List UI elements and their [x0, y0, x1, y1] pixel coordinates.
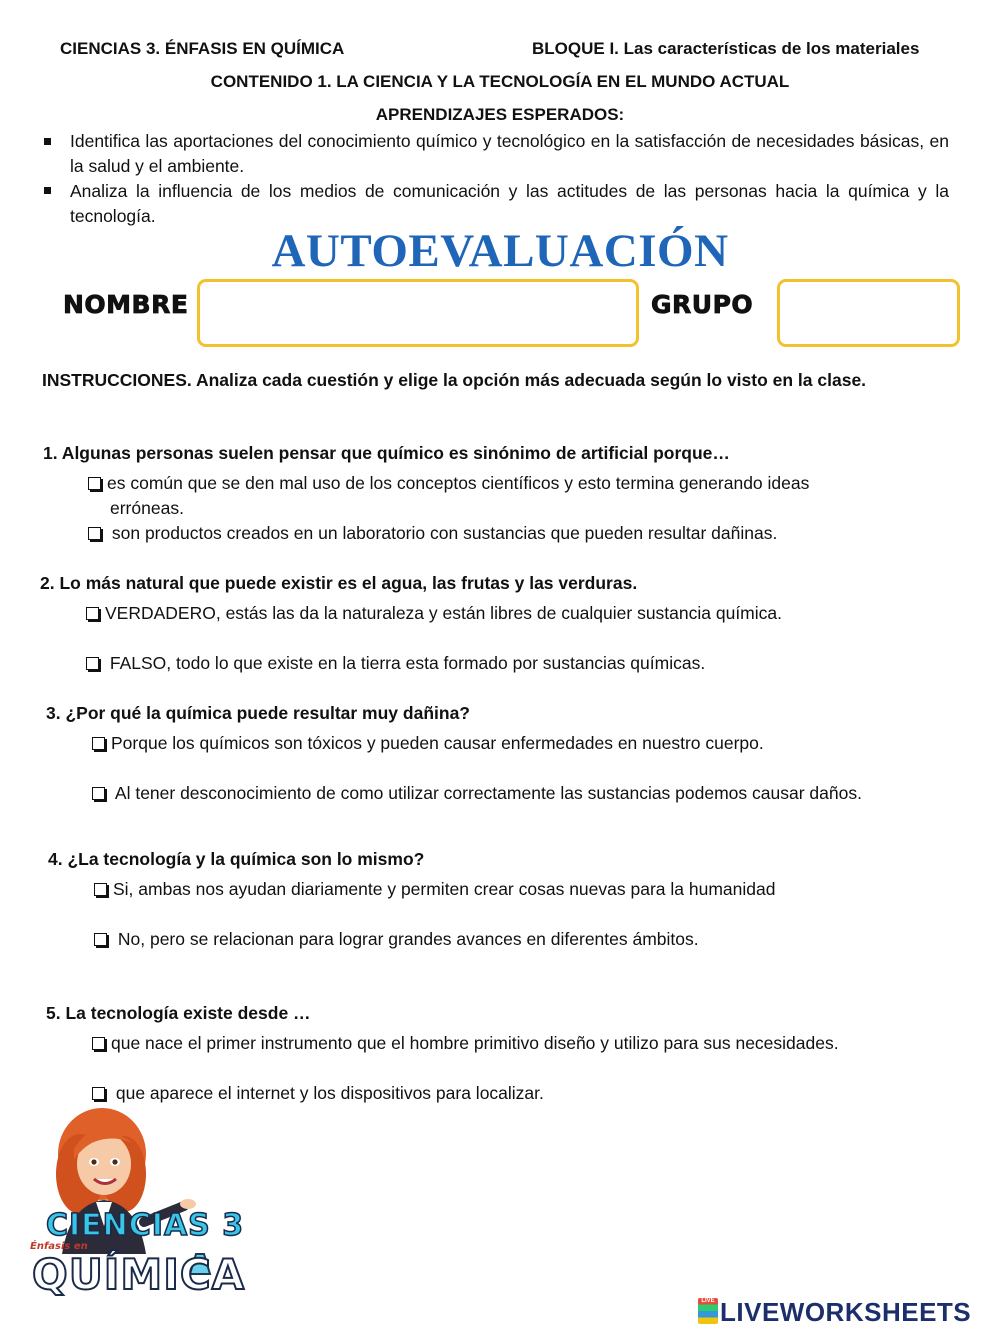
q5-option-a[interactable]: que nace el primer instrumento que el hombre primitivo diseño y utilizo para sus necesidades. [92, 1033, 839, 1054]
question-1: 1. Algunas personas suelen pensar que químico es sinónimo de artificial porque… [43, 443, 730, 463]
content-title: CONTENIDO 1. LA CIENCIA Y LA TECNOLOGÍA EN EL MUNDO ACTUAL [210, 72, 790, 91]
logo-line-1: CIENCIAS 3 [46, 1208, 245, 1243]
live-badge-icon: LIVE [698, 1298, 718, 1324]
checkbox-icon[interactable] [92, 1037, 105, 1050]
question-4: 4. ¿La tecnología y la química son lo mismo? [48, 849, 425, 869]
instructions: INSTRUCCIONES. Analiza cada cuestión y elige la opción más adecuada según lo visto en la clase. [42, 370, 867, 390]
q1-option-a-cont: erróneas. [110, 498, 184, 518]
aprendizajes-title: APRENDIZAJES ESPERADOS: [375, 105, 625, 124]
liveworksheets-watermark [698, 1298, 971, 1326]
aprendizaje-1: Identifica las aportaciones del conocimiento químico y tecnológico en la satisfacción de necesidades básicas, en la salud y el ambiente. [70, 131, 949, 176]
checkbox-icon[interactable] [92, 1087, 105, 1100]
q1-option-b[interactable]: son productos creados en un laboratorio con sustancias que pueden resultar dañinas. [88, 523, 777, 544]
checkbox-icon[interactable] [94, 933, 107, 946]
bullet-icon [44, 138, 51, 145]
course-logo [24, 1104, 246, 1309]
subject-title: CIENCIAS 3. ÉNFASIS EN QUÍMICA [60, 39, 345, 58]
q5-option-b[interactable]: que aparece el internet y los dispositivos para localizar. [92, 1083, 544, 1104]
q3-option-a[interactable]: Porque los químicos son tóxicos y pueden causar enfermedades en nuestro cuerpo. [92, 733, 764, 754]
q4-option-a[interactable]: Si, ambas nos ayudan diariamente y permiten crear cosas nuevas para la humanidad [94, 879, 775, 900]
q2-option-b[interactable]: FALSO, todo lo que existe en la tierra esta formado por sustancias químicas. [86, 653, 705, 674]
checkbox-icon[interactable] [88, 477, 101, 490]
block-title: BLOQUE I. Las características de los materiales [532, 39, 920, 58]
logo-line-3: QUÍMICA [32, 1250, 246, 1299]
q2-option-a[interactable]: VERDADERO, estás las da la naturaleza y están libres de cualquier sustancia química. [86, 603, 782, 624]
checkbox-icon[interactable] [92, 737, 105, 750]
checkbox-icon[interactable] [86, 607, 99, 620]
checkbox-icon[interactable] [94, 883, 107, 896]
page-title: AUTOEVALUACIÓN [271, 225, 729, 277]
question-5: 5. La tecnología existe desde … [46, 1003, 311, 1023]
bullet-icon [44, 187, 51, 194]
question-3: 3. ¿Por qué la química puede resultar muy dañina? [46, 703, 470, 723]
checkbox-icon[interactable] [86, 657, 99, 670]
grupo-label: GRUPO [651, 290, 754, 319]
q3-option-b[interactable]: Al tener desconocimiento de como utilizar correctamente las sustancias podemos causar daños. [92, 783, 862, 804]
aprendizaje-2: Analiza la influencia de los medios de comunicación y las actitudes de las personas hacia la química y la tecnología. [70, 181, 949, 226]
checkbox-icon[interactable] [88, 527, 101, 540]
checkbox-icon[interactable] [92, 787, 105, 800]
q4-option-b[interactable]: No, pero se relacionan para lograr grandes avances en diferentes ámbitos. [94, 929, 699, 950]
grupo-input[interactable] [777, 279, 960, 347]
nombre-input[interactable] [197, 279, 639, 347]
logo-line-2: Énfasis en [30, 1241, 88, 1252]
watermark-text: LIVEWORKSHEETS [720, 1297, 972, 1327]
nombre-label: NOMBRE [63, 290, 189, 319]
q1-option-a[interactable]: es común que se den mal uso de los conceptos científicos y esto termina generando ideas [88, 473, 809, 494]
question-2: 2. Lo más natural que puede existir es el agua, las frutas y las verduras. [40, 573, 638, 593]
